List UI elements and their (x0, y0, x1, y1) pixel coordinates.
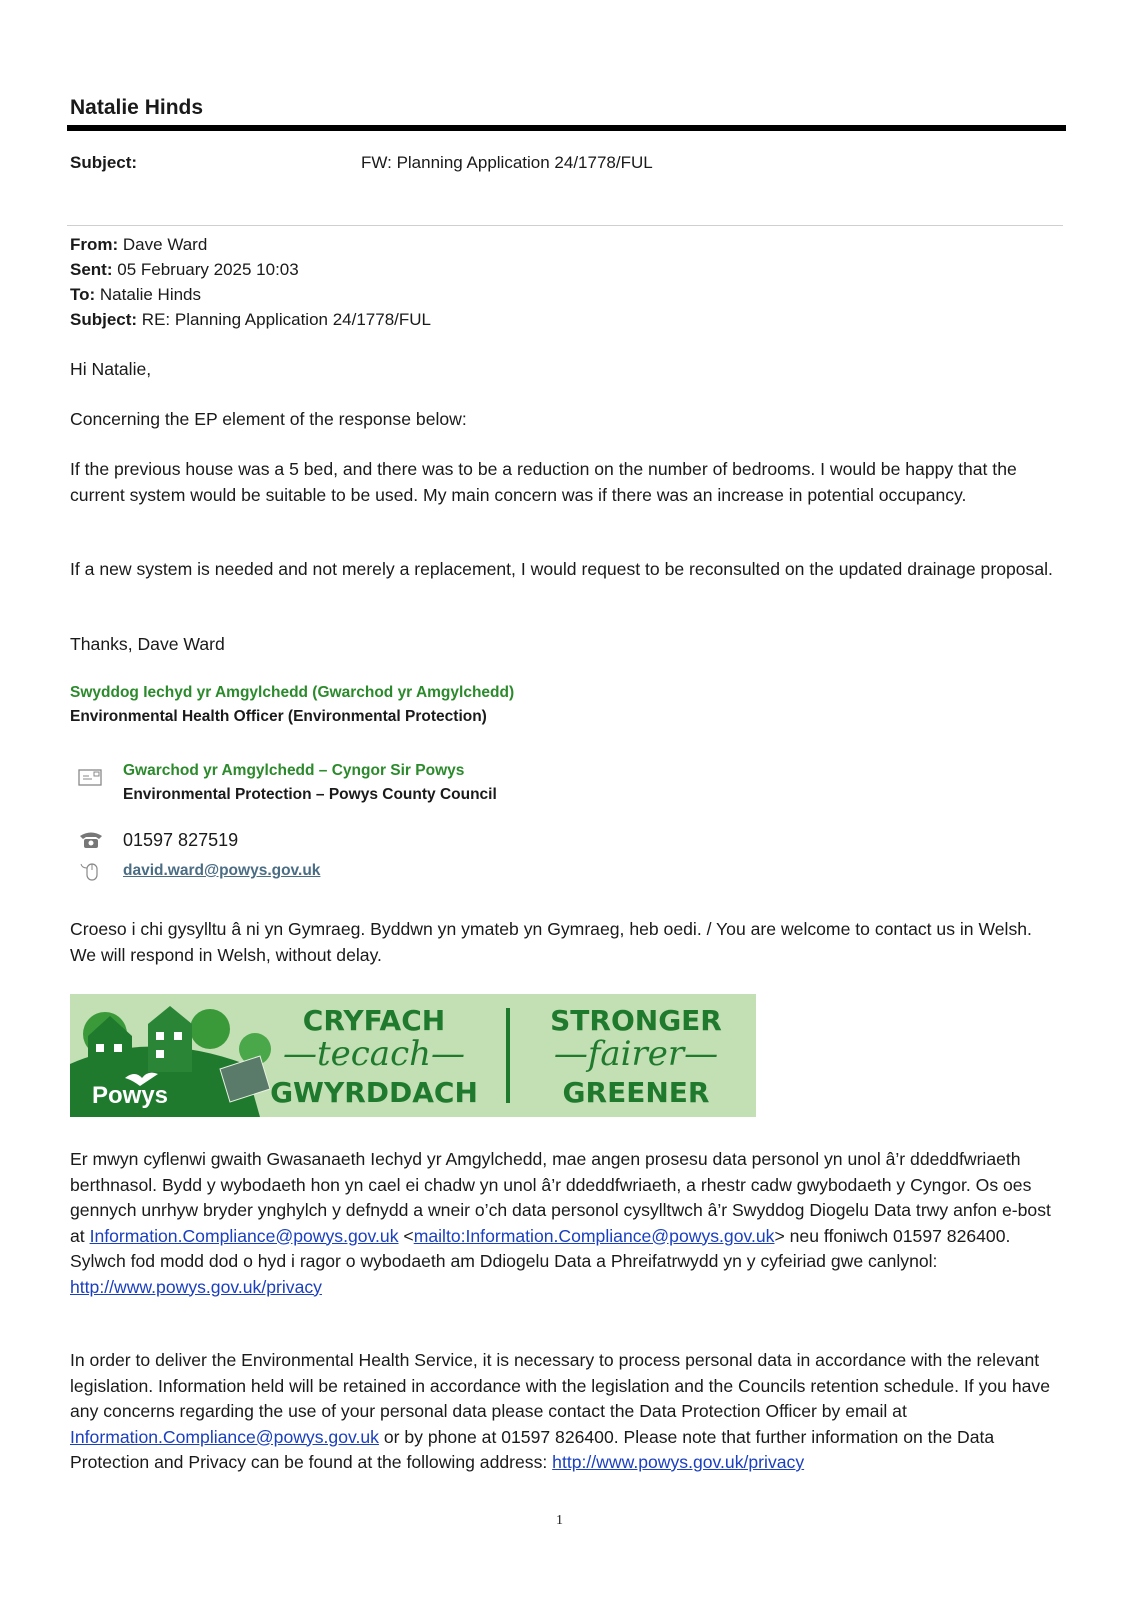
privacy-english-text-b: or by phone at 01597 826400. Please note that further information on the Data Protection and Privacy can be found at the following address: (70, 1426, 995, 1472)
job-title-english: Environmental Health Officer (Environmental Protection) (70, 708, 487, 725)
sent-label: Sent: (70, 260, 113, 279)
sent-value: 05 February 2025 10:03 (117, 260, 299, 279)
job-title-welsh: Swyddog Iechyd yr Amgylchedd (Gwarchod yr Amgylchedd) (70, 684, 515, 701)
email-subject-line (70, 310, 431, 330)
page-title: Natalie Hinds (70, 96, 204, 119)
page-number: 1 (556, 1513, 563, 1528)
privacy-welsh-text-c: > neu ffoniwch 01597 826400. Sylwch fod modd dod o hyd i ragor o wybodaeth am Ddiogelu Data a Phreifatrwydd yn y cyfeiriad gwe canlynol: (70, 1225, 1011, 1271)
subject-value: FW: Planning Application 24/1778/FUL (361, 153, 653, 172)
telephone-icon (78, 830, 106, 852)
banner-welsh-line-2: —tecach— (282, 1034, 466, 1074)
powys-banner (70, 994, 756, 1117)
banner-english-line-3: GREENER (562, 1076, 710, 1109)
header-divider (67, 225, 1063, 226)
from-label: From: (70, 235, 119, 254)
banner-welsh-line-1: CRYFACH (302, 1004, 446, 1037)
banner-welsh-word: tecach (316, 1034, 432, 1074)
powys-logo-text: Powys (92, 1082, 169, 1109)
privacy-welsh-email-link[interactable]: Information.Compliance@powys.gov.uk (89, 1225, 399, 1246)
subject-label: Subject: (70, 153, 138, 172)
banner-english-line-1: STRONGER (550, 1004, 722, 1037)
body-paragraph-1: Concerning the EP element of the response below: (70, 409, 467, 429)
signoff: Thanks, Dave Ward (70, 634, 225, 654)
banner-english-line-2: —fairer— (553, 1034, 719, 1074)
privacy-english-email-link[interactable]: Information.Compliance@powys.gov.uk (70, 1426, 379, 1447)
envelope-icon (78, 768, 106, 790)
department-welsh: Gwarchod yr Amgylchedd – Cyngor Sir Powys (123, 762, 465, 779)
mouse-icon (78, 862, 106, 884)
privacy-english-text-a: In order to deliver the Environmental Health Service, it is necessary to process personal data in accordance with the relevant legislation. Information held will be retained in accordance with the legislation and the Councils retention schedule. If you have any concerns regarding the use of your personal data please contact the Data Protection Officer by email at (70, 1350, 1050, 1421)
privacy-welsh-url-link[interactable]: http://www.powys.gov.uk/privacy (70, 1276, 322, 1297)
body-paragraph-2: If the previous house was a 5 bed, and there was to be a reduction on the number of bedrooms. I would be happy that the current system would be suitable to be used. My main concern was if there was an increase in potential occupancy. (70, 459, 1017, 505)
title-divider (67, 125, 1066, 131)
banner-english-word: fairer (587, 1034, 685, 1074)
privacy-welsh-mailto-link[interactable]: mailto:Information.Compliance@powys.gov.uk (413, 1225, 775, 1246)
welsh-language-note: Croeso i chi gysylltu â ni yn Gymraeg. Byddwn yn ymateb yn Gymraeg, heb oedi. / You are welcome to contact us in Welsh. We will respond in Welsh, without delay. (70, 919, 1032, 965)
banner-welsh-line-3: GWYRDDACH (270, 1076, 478, 1109)
privacy-welsh-text-a: Er mwyn cyflenwi gwaith Gwasanaeth Iechyd yr Amgylchedd, mae angen prosesu data personol yn unol â’r ddeddfwriaeth berthnasol. Bydd y wybodaeth hon yn cael ei chadw yn unol â’r ddeddfwriaeth, a rhestr cadw gwybodaeth y Cyngor. Os oes gennych unrhyw bryder ynghylch y defnydd a wneir o’ch data personol cysylltwch â’r Swyddog Diogelu Data trwy anfon e-bost at (70, 1149, 1051, 1246)
body-paragraph-3: If a new system is needed and not merely a replacement, I would request to be reconsulted on the updated drainage proposal. (70, 559, 1053, 579)
email-subject-value: RE: Planning Application 24/1778/FUL (141, 310, 431, 329)
phone-number: 01597 827519 (123, 830, 239, 850)
greeting: Hi Natalie, (70, 359, 152, 379)
to-line (70, 285, 201, 305)
department-english: Environmental Protection – Powys County Council (123, 786, 497, 803)
to-value: Natalie Hinds (99, 285, 202, 304)
email-link[interactable]: david.ward@powys.gov.uk (123, 862, 321, 879)
privacy-english (70, 1348, 1060, 1476)
email-subject-label: Subject: (70, 310, 138, 329)
privacy-welsh-text-b: < (398, 1225, 414, 1246)
from-line (70, 235, 207, 255)
privacy-welsh (70, 1147, 1060, 1300)
to-label: To: (70, 285, 96, 304)
from-value: Dave Ward (122, 235, 208, 254)
privacy-english-url-link[interactable]: http://www.powys.gov.uk/privacy (552, 1452, 805, 1472)
sent-line (70, 260, 299, 280)
